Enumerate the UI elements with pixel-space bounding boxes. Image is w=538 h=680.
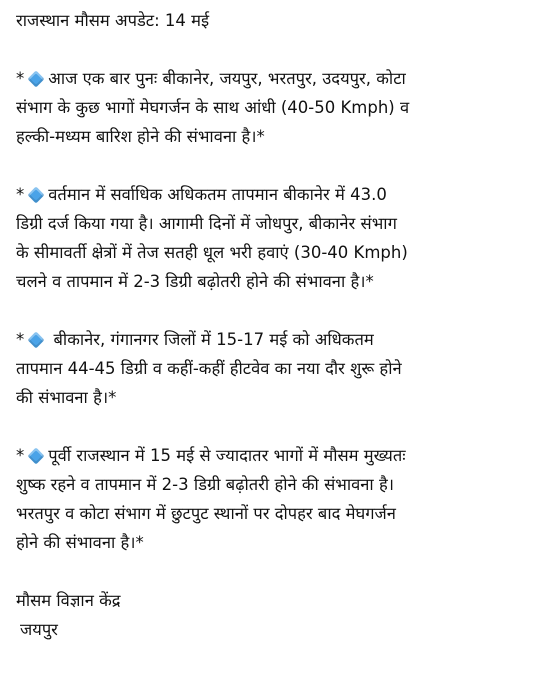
blue-diamond-icon [28, 71, 45, 88]
asterisk: * [16, 69, 25, 88]
paragraph-text: पूर्वी राजस्थान में 15 मई से ज्यादातर भागों में मौसम मुख्यतः [48, 446, 406, 465]
paragraph-line [16, 325, 526, 354]
signature-office: मौसम विज्ञान केंद्र [16, 591, 121, 610]
paragraph-line [16, 441, 526, 470]
blue-diamond-icon [28, 448, 45, 465]
asterisk: * [16, 185, 25, 204]
paragraph-text: वर्तमान में सर्वाधिक अधिकतम तापमान बीकानेर में 43.0 [48, 185, 387, 204]
paragraph-text: आज एक बार पुनः बीकानेर, जयपुर, भरतपुर, उदयपुर, कोटा [48, 69, 406, 88]
paragraph-line: चलने व तापमान में 2-3 डिग्री बढ़ोतरी होने की संभावना है।* [16, 272, 374, 291]
blue-diamond-icon [28, 332, 45, 349]
paragraph-line: भरतपुर व कोटा संभाग में छुटपुट स्थानों पर दोपहर बाद मेघगर्जन [16, 504, 396, 523]
paragraph-line: के सीमावर्ती क्षेत्रों में तेज सतही धूल भरी हवाएं (30-40 Kmph) [16, 243, 408, 262]
paragraph-4 [16, 441, 526, 557]
asterisk: * [16, 446, 25, 465]
paragraph-line: डिग्री दर्ज किया गया है। आगामी दिनों में जोधपुर, बीकानेर संभाग [16, 214, 397, 233]
bulletin-title: राजस्थान मौसम अपडेट: 14 मई [16, 11, 210, 30]
paragraph-2 [16, 180, 526, 296]
paragraph-line: हल्की-मध्यम बारिश होने की संभावना है।* [16, 127, 265, 146]
paragraph-text: बीकानेर, गंगानगर जिलों में 15-17 मई को अधिकतम [48, 330, 374, 349]
paragraph-line: संभाग के कुछ भागों मेघगर्जन के साथ आंधी (40-50 Kmph) व [16, 98, 410, 117]
paragraph-line [16, 180, 526, 209]
paragraph-line: की संभावना है।* [16, 388, 117, 407]
paragraph-line [16, 64, 526, 93]
paragraph-3 [16, 325, 526, 412]
paragraph-1 [16, 64, 526, 151]
paragraph-line: तापमान 44-45 डिग्री व कहीं-कहीं हीटवेव का नया दौर शुरू होने [16, 359, 402, 378]
paragraph-line: शुष्क रहने व तापमान में 2-3 डिग्री बढ़ोतरी होने की संभावना है। [16, 475, 394, 494]
blue-diamond-icon [28, 187, 45, 204]
asterisk: * [16, 330, 25, 349]
signature-city: जयपुर [20, 620, 58, 639]
paragraph-line: होने की संभावना है।* [16, 533, 144, 552]
